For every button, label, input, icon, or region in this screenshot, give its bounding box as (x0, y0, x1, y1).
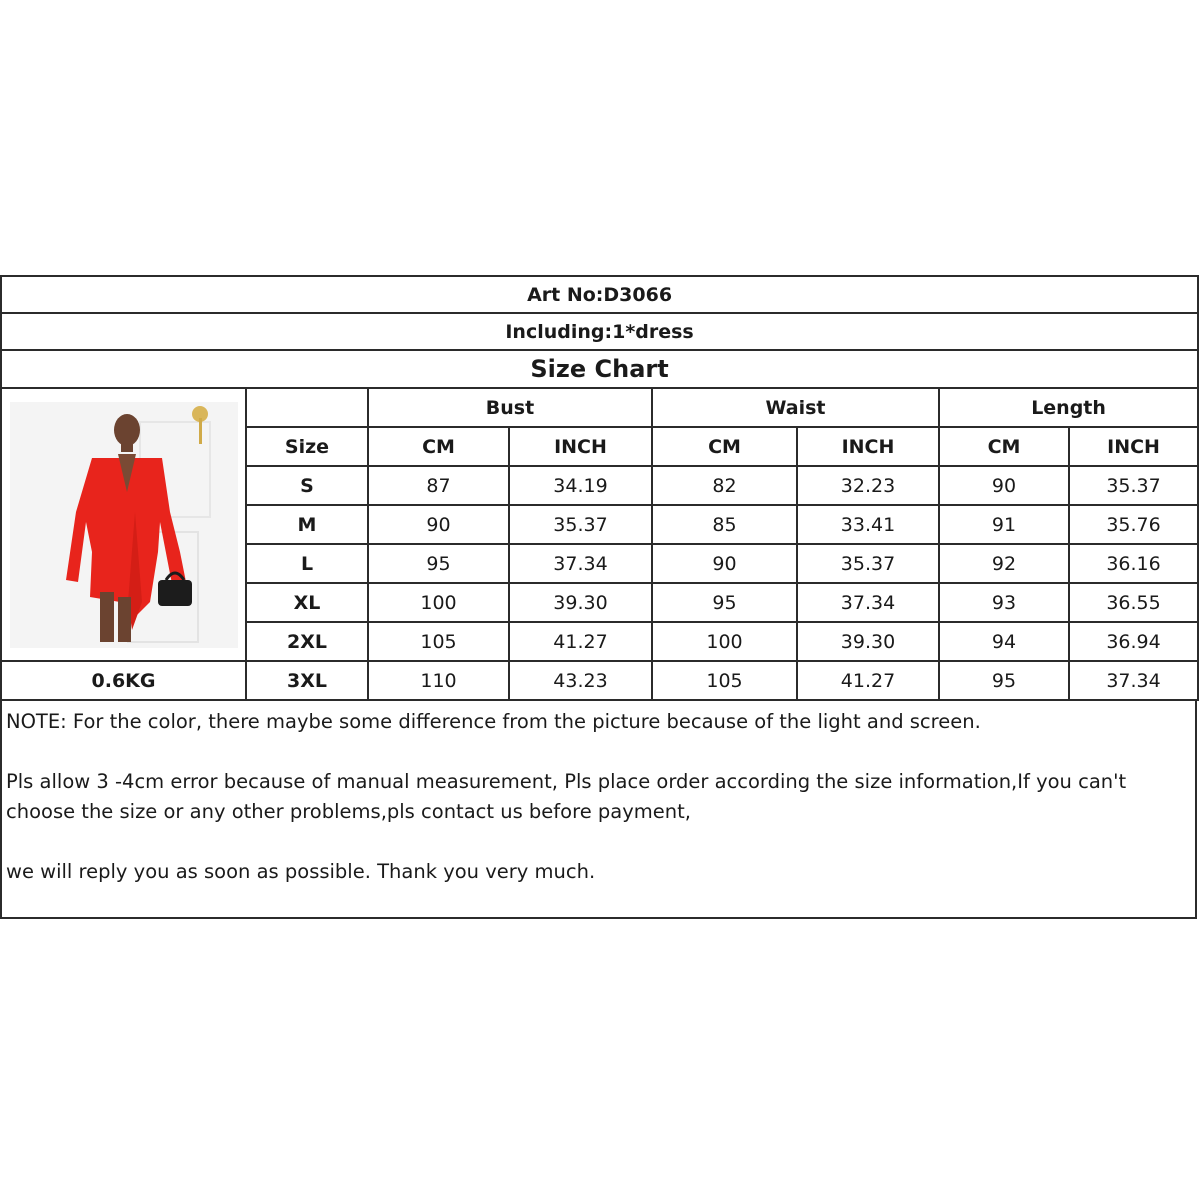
note-contact: choose the size or any other problems,pls contact us before payment, (6, 800, 691, 823)
unit-bust-cm: CM (368, 427, 509, 466)
bust-cm: 95 (368, 544, 509, 583)
chart-title: Size Chart (1, 350, 1198, 388)
bust-inch: 37.34 (509, 544, 652, 583)
group-length: Length (939, 388, 1198, 427)
length-cm: 92 (939, 544, 1069, 583)
bust-inch: 35.37 (509, 505, 652, 544)
size-chart-table (0, 275, 1199, 701)
length-inch: 35.76 (1069, 505, 1198, 544)
table-row (1, 661, 1198, 700)
length-cm: 95 (939, 661, 1069, 700)
waist-cm: 95 (652, 583, 797, 622)
unit-length-inch: INCH (1069, 427, 1198, 466)
size-chart-sheet (0, 275, 1197, 919)
size-label: S (246, 466, 368, 505)
length-inch: 36.16 (1069, 544, 1198, 583)
bust-inch: 39.30 (509, 583, 652, 622)
bust-inch: 34.19 (509, 466, 652, 505)
group-bust: Bust (368, 388, 652, 427)
bust-cm: 105 (368, 622, 509, 661)
including-row (1, 313, 1198, 350)
waist-cm: 85 (652, 505, 797, 544)
length-inch: 37.34 (1069, 661, 1198, 700)
unit-length-cm: CM (939, 427, 1069, 466)
waist-inch: 32.23 (797, 466, 939, 505)
note-thanks: we will reply you as soon as possible. Thank you very much. (6, 860, 596, 883)
waist-cm: 82 (652, 466, 797, 505)
art-number-row (1, 276, 1198, 313)
length-cm: 93 (939, 583, 1069, 622)
blank-header-cell (246, 388, 368, 427)
size-header: Size (246, 427, 368, 466)
title-row (1, 350, 1198, 388)
length-inch: 36.55 (1069, 583, 1198, 622)
note-measurement: Pls allow 3 -4cm error because of manual measurement, Pls place order according the size information,If you can't (6, 770, 1127, 793)
waist-inch: 39.30 (797, 622, 939, 661)
notes-box (0, 701, 1197, 919)
waist-inch: 35.37 (797, 544, 939, 583)
size-label: XL (246, 583, 368, 622)
unit-bust-inch: INCH (509, 427, 652, 466)
size-label: M (246, 505, 368, 544)
bust-cm: 87 (368, 466, 509, 505)
unit-waist-cm: CM (652, 427, 797, 466)
group-waist: Waist (652, 388, 939, 427)
size-label: 2XL (246, 622, 368, 661)
art-number: Art No:D3066 (1, 276, 1198, 313)
waist-cm: 90 (652, 544, 797, 583)
waist-cm: 100 (652, 622, 797, 661)
length-cm: 94 (939, 622, 1069, 661)
weight-label: 0.6KG (1, 661, 246, 700)
bust-inch: 41.27 (509, 622, 652, 661)
length-inch: 35.37 (1069, 466, 1198, 505)
waist-inch: 37.34 (797, 583, 939, 622)
waist-inch: 33.41 (797, 505, 939, 544)
including-text: Including:1*dress (1, 313, 1198, 350)
bust-cm: 100 (368, 583, 509, 622)
unit-waist-inch: INCH (797, 427, 939, 466)
length-cm: 90 (939, 466, 1069, 505)
waist-inch: 41.27 (797, 661, 939, 700)
group-header-row (1, 388, 1198, 427)
product-photo-cell (1, 388, 246, 661)
size-label: 3XL (246, 661, 368, 700)
waist-cm: 105 (652, 661, 797, 700)
note-color: NOTE: For the color, there maybe some difference from the picture because of the light and screen. (6, 710, 981, 733)
length-inch: 36.94 (1069, 622, 1198, 661)
product-photo (10, 402, 238, 648)
length-cm: 91 (939, 505, 1069, 544)
bust-inch: 43.23 (509, 661, 652, 700)
model-red-dress-image (10, 402, 238, 648)
size-label: L (246, 544, 368, 583)
bust-cm: 110 (368, 661, 509, 700)
bust-cm: 90 (368, 505, 509, 544)
